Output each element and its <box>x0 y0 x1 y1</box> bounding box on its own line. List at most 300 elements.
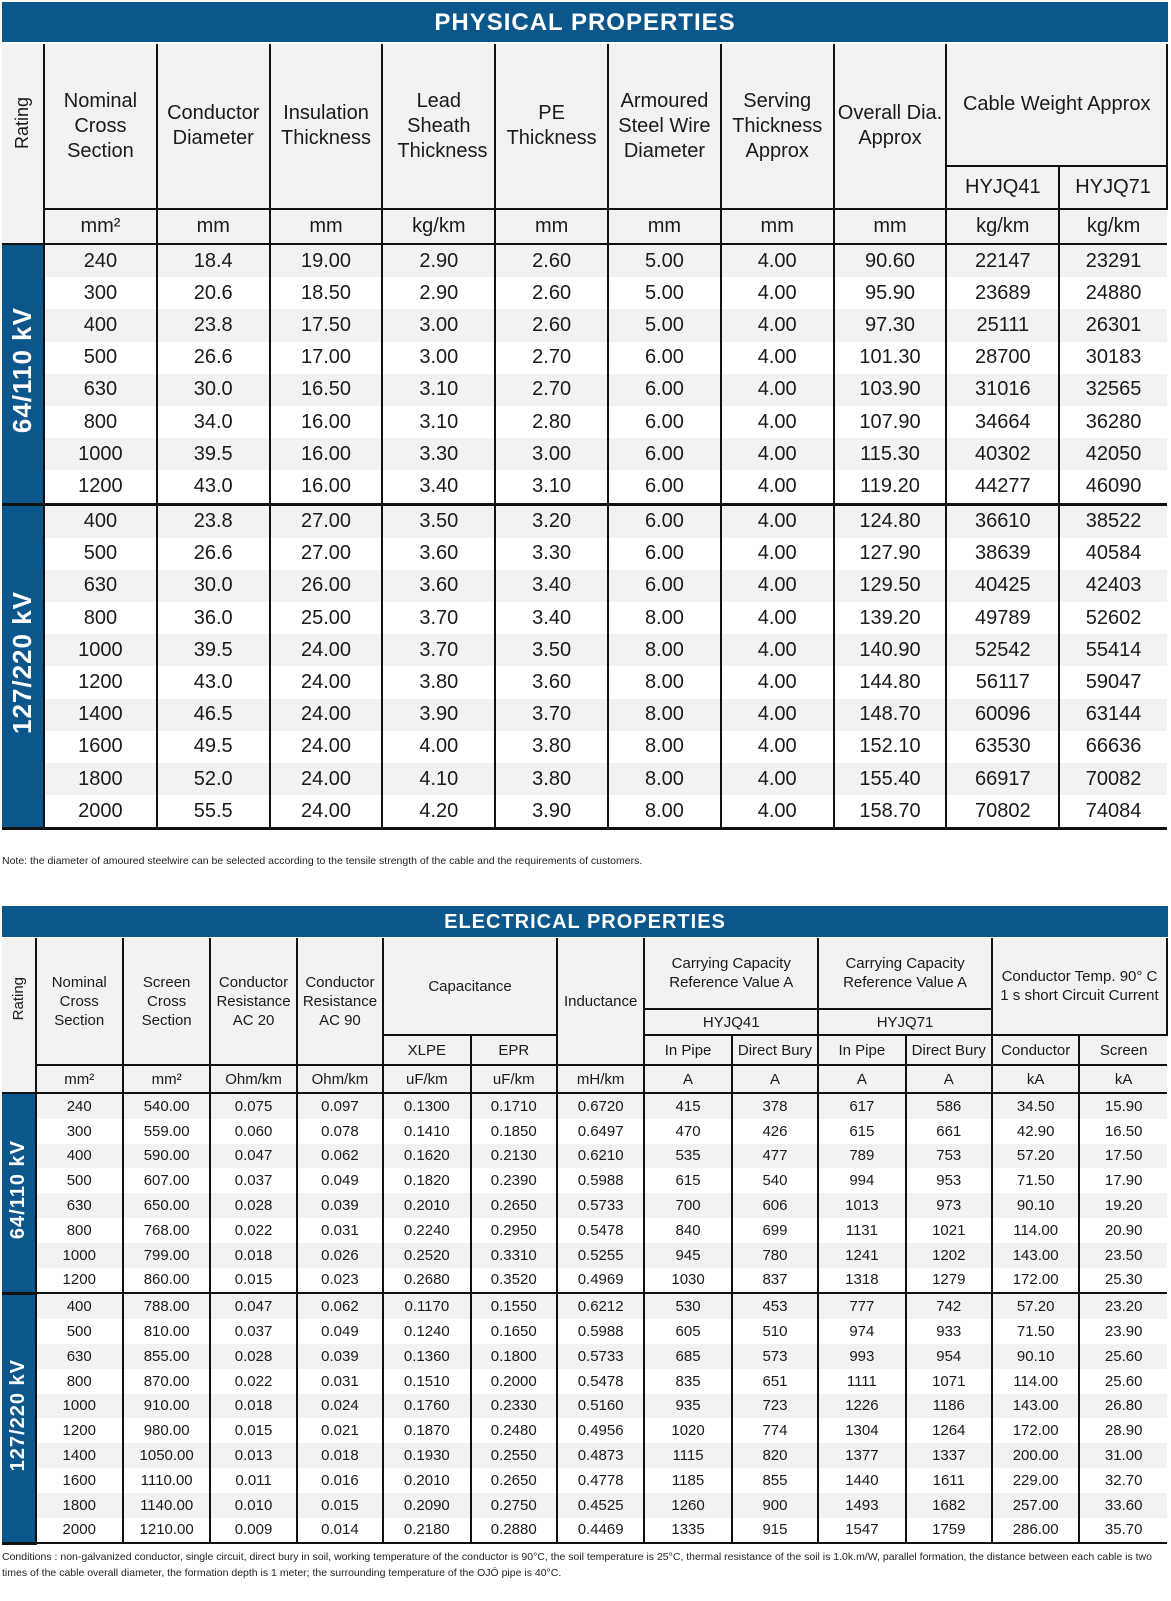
table-cell: 840 <box>644 1218 731 1243</box>
table-cell: 24.00 <box>270 699 383 731</box>
table-cell: 945 <box>644 1243 731 1268</box>
table-cell: 400 <box>36 1293 123 1319</box>
table-cell: 26.80 <box>1079 1394 1167 1419</box>
table-cell: 148.70 <box>834 699 947 731</box>
table-cell: 26.6 <box>157 342 270 374</box>
rating-header <box>2 44 44 209</box>
unit: uF/km <box>383 1065 470 1093</box>
table-cell: 0.023 <box>297 1268 383 1294</box>
table-cell: 44277 <box>946 470 1059 504</box>
unit: A <box>732 1065 818 1093</box>
table-cell: 0.018 <box>210 1394 296 1419</box>
col-screen: Screen <box>1079 1035 1167 1065</box>
electrical-properties-table <box>2 938 1168 1545</box>
table-cell: 0.1870 <box>383 1418 470 1443</box>
table-cell: 6.00 <box>608 374 721 406</box>
unit: kg/km <box>382 209 495 244</box>
table-cell: 630 <box>36 1344 123 1369</box>
table-cell: 0.1300 <box>383 1093 470 1119</box>
table-cell: 4.00 <box>721 731 834 763</box>
table-cell: 0.016 <box>297 1468 383 1493</box>
table-cell: 3.30 <box>382 438 495 470</box>
col-in-pipe-41: In Pipe <box>644 1035 731 1065</box>
table-cell: 0.047 <box>210 1144 296 1169</box>
rating-value: 127/220 kV <box>7 591 38 735</box>
unit: mH/km <box>557 1065 644 1093</box>
table-cell: 23.8 <box>157 309 270 341</box>
table-row <box>2 1518 1167 1544</box>
table-cell: 573 <box>732 1344 818 1369</box>
table-cell: 101.30 <box>834 342 947 374</box>
table-cell: 4.00 <box>721 342 834 374</box>
table-row <box>2 795 1167 829</box>
table-cell: 3.50 <box>382 504 495 538</box>
col-epr: EPR <box>471 1035 557 1065</box>
table-cell: 107.90 <box>834 406 947 438</box>
table-cell: 1800 <box>44 763 157 795</box>
table-cell: 2.70 <box>495 342 608 374</box>
table-cell: 540 <box>732 1168 818 1193</box>
table-cell: 0.1850 <box>471 1119 557 1144</box>
table-cell: 1400 <box>36 1443 123 1468</box>
table-cell: 1600 <box>44 731 157 763</box>
table-cell: 0.1360 <box>383 1344 470 1369</box>
table-row <box>2 277 1167 309</box>
unit: kA <box>992 1065 1079 1093</box>
table-cell: 0.5733 <box>557 1344 644 1369</box>
table-cell: 28700 <box>946 342 1059 374</box>
unit: Ohm/km <box>297 1065 383 1093</box>
table-cell: 453 <box>732 1293 818 1319</box>
table-cell: 8.00 <box>608 795 721 829</box>
table-cell: 6.00 <box>608 504 721 538</box>
table-cell: 0.2330 <box>471 1394 557 1419</box>
table-cell: 4.00 <box>721 504 834 538</box>
table-cell: 3.70 <box>495 699 608 731</box>
table-cell: 16.00 <box>270 470 383 504</box>
table-cell: 17.50 <box>1079 1144 1167 1169</box>
table-cell: 0.021 <box>297 1418 383 1443</box>
col-carrying-capacity-2: Carrying Capacity Reference Value A <box>818 938 992 1009</box>
table-cell: 2.70 <box>495 374 608 406</box>
table-cell: 3.10 <box>495 470 608 504</box>
table-cell: 2.80 <box>495 406 608 438</box>
table-cell: 1611 <box>906 1468 992 1493</box>
col-insulation-thickness: Insulation Thickness <box>270 44 383 209</box>
table-cell: 172.00 <box>992 1268 1079 1294</box>
table-cell: 103.90 <box>834 374 947 406</box>
unit: A <box>906 1065 992 1093</box>
table-cell: 630 <box>44 374 157 406</box>
unit: Ohm/km <box>210 1065 296 1093</box>
table-cell: 400 <box>44 504 157 538</box>
table-cell: 36610 <box>946 504 1059 538</box>
table-cell: 23.90 <box>1079 1319 1167 1344</box>
table-cell: 25.30 <box>1079 1268 1167 1294</box>
table-cell: 0.028 <box>210 1344 296 1369</box>
table-cell: 1140.00 <box>123 1493 210 1518</box>
table-cell: 0.4956 <box>557 1418 644 1443</box>
col-hyjq71: HYJQ71 <box>818 1009 992 1035</box>
table-cell: 470 <box>644 1119 731 1144</box>
table-cell: 1186 <box>906 1394 992 1419</box>
table-cell: 3.30 <box>495 538 608 570</box>
table-cell: 1200 <box>44 470 157 504</box>
unit: kA <box>1079 1065 1167 1093</box>
col-conductor: Conductor <box>992 1035 1079 1065</box>
table-cell: 3.90 <box>382 699 495 731</box>
table-cell: 0.4525 <box>557 1493 644 1518</box>
table-cell: 0.5478 <box>557 1369 644 1394</box>
table-cell: 3.10 <box>382 406 495 438</box>
table-cell: 49.5 <box>157 731 270 763</box>
table-cell: 500 <box>36 1168 123 1193</box>
table-cell: 0.013 <box>210 1443 296 1468</box>
table-cell: 6.00 <box>608 538 721 570</box>
table-cell: 16.00 <box>270 438 383 470</box>
table-cell: 257.00 <box>992 1493 1079 1518</box>
table-cell: 25.00 <box>270 602 383 634</box>
table-cell: 6.00 <box>608 406 721 438</box>
table-cell: 4.00 <box>721 570 834 602</box>
table-cell: 3.00 <box>382 309 495 341</box>
table-cell: 953 <box>906 1168 992 1193</box>
table-cell: 17.50 <box>270 309 383 341</box>
table-cell: 4.00 <box>721 666 834 698</box>
table-cell: 1200 <box>36 1418 123 1443</box>
unit: mm <box>834 209 947 244</box>
table-cell: 0.2950 <box>471 1218 557 1243</box>
table-cell: 30.0 <box>157 570 270 602</box>
table-cell: 36280 <box>1059 406 1167 438</box>
table-cell: 685 <box>644 1344 731 1369</box>
table-cell: 837 <box>732 1268 818 1294</box>
table-cell: 4.00 <box>721 244 834 277</box>
table-cell: 4.00 <box>721 538 834 570</box>
table-cell: 1200 <box>36 1268 123 1294</box>
table-cell: 1377 <box>818 1443 905 1468</box>
table-cell: 1030 <box>644 1268 731 1294</box>
table-cell: 3.70 <box>382 602 495 634</box>
col-hyjq71: HYJQ71 <box>1059 166 1167 209</box>
table-cell: 0.015 <box>210 1418 296 1443</box>
table-cell: 1260 <box>644 1493 731 1518</box>
table-cell: 24880 <box>1059 277 1167 309</box>
table-cell: 2.90 <box>382 277 495 309</box>
table-cell: 1279 <box>906 1268 992 1294</box>
table-cell: 500 <box>36 1319 123 1344</box>
table-cell: 24.00 <box>270 731 383 763</box>
table-cell: 0.024 <box>297 1394 383 1419</box>
table-cell: 22147 <box>946 244 1059 277</box>
col-xlpe: XLPE <box>383 1035 470 1065</box>
table-cell: 2.60 <box>495 244 608 277</box>
rating-label: Rating <box>12 96 33 150</box>
table-cell: 74084 <box>1059 795 1167 829</box>
table-cell: 1241 <box>818 1243 905 1268</box>
table-cell: 559.00 <box>123 1119 210 1144</box>
table-cell: 1071 <box>906 1369 992 1394</box>
table-cell: 994 <box>818 1168 905 1193</box>
table-cell: 500 <box>44 538 157 570</box>
table-cell: 32.70 <box>1079 1468 1167 1493</box>
col-lead-sheath-thickness: Lead Sheath Thickness <box>382 44 495 209</box>
table-cell: 59047 <box>1059 666 1167 698</box>
table-cell: 477 <box>732 1144 818 1169</box>
table-cell: 42403 <box>1059 570 1167 602</box>
table-cell: 820 <box>732 1443 818 1468</box>
table-cell: 6.00 <box>608 438 721 470</box>
table-cell: 0.6720 <box>557 1093 644 1119</box>
table-row <box>2 406 1167 438</box>
table-cell: 0.2180 <box>383 1518 470 1544</box>
table-cell: 55.5 <box>157 795 270 829</box>
table-cell: 0.2390 <box>471 1168 557 1193</box>
unit: mm² <box>123 1065 210 1093</box>
table-cell: 0.3520 <box>471 1268 557 1294</box>
table-cell: 8.00 <box>608 731 721 763</box>
table-cell: 933 <box>906 1319 992 1344</box>
table-cell: 4.00 <box>721 763 834 795</box>
table-cell: 24.00 <box>270 666 383 698</box>
table-row <box>2 438 1167 470</box>
table-cell: 0.026 <box>297 1243 383 1268</box>
table-cell: 0.5160 <box>557 1394 644 1419</box>
table-cell: 6.00 <box>608 470 721 504</box>
col-short-circuit <box>992 938 1167 1035</box>
table-cell: 661 <box>906 1119 992 1144</box>
col-conductor-diameter: Conductor Diameter <box>157 44 270 209</box>
table-cell: 1493 <box>818 1493 905 1518</box>
table-cell: 0.049 <box>297 1319 383 1344</box>
table-cell: 780 <box>732 1243 818 1268</box>
col-hyjq41: HYJQ41 <box>946 166 1059 209</box>
table-cell: 95.90 <box>834 277 947 309</box>
table-cell: 19.20 <box>1079 1193 1167 1218</box>
table-cell: 31.00 <box>1079 1443 1167 1468</box>
table-cell: 1131 <box>818 1218 905 1243</box>
table-cell: 4.00 <box>721 309 834 341</box>
table-cell: 200.00 <box>992 1443 1079 1468</box>
table-cell: 115.30 <box>834 438 947 470</box>
table-cell: 1000 <box>36 1243 123 1268</box>
unit: A <box>818 1065 905 1093</box>
table-cell: 0.010 <box>210 1493 296 1518</box>
table-cell: 0.6210 <box>557 1144 644 1169</box>
table-cell: 789 <box>818 1144 905 1169</box>
table-cell: 1264 <box>906 1418 992 1443</box>
table-cell: 25111 <box>946 309 1059 341</box>
table-cell: 8.00 <box>608 666 721 698</box>
table-cell: 66636 <box>1059 731 1167 763</box>
table-row <box>2 244 1167 277</box>
table-cell: 34.0 <box>157 406 270 438</box>
table-cell: 143.00 <box>992 1243 1079 1268</box>
table-cell: 2.60 <box>495 277 608 309</box>
table-cell: 3.70 <box>382 634 495 666</box>
table-cell: 90.10 <box>992 1193 1079 1218</box>
table-cell: 800 <box>44 602 157 634</box>
table-cell: 4.00 <box>721 699 834 731</box>
table-cell: 0.075 <box>210 1093 296 1119</box>
table-cell: 32565 <box>1059 374 1167 406</box>
rating-group-label <box>2 504 44 829</box>
table-cell: 49789 <box>946 602 1059 634</box>
rating-value: 64/110 kV <box>6 1140 29 1240</box>
table-cell: 768.00 <box>123 1218 210 1243</box>
table-cell: 993 <box>818 1344 905 1369</box>
table-cell: 16.00 <box>270 406 383 438</box>
table-row <box>2 374 1167 406</box>
table-cell: 0.018 <box>210 1243 296 1268</box>
table-cell: 20.6 <box>157 277 270 309</box>
table-cell: 114.00 <box>992 1218 1079 1243</box>
table-cell: 23291 <box>1059 244 1167 277</box>
table-cell: 0.1510 <box>383 1369 470 1394</box>
table-cell: 3.90 <box>495 795 608 829</box>
table-row <box>2 1319 1167 1344</box>
table-cell: 8.00 <box>608 699 721 731</box>
table-cell: 0.2240 <box>383 1218 470 1243</box>
unit: mm <box>608 209 721 244</box>
rating-group-label <box>2 244 44 504</box>
short-circuit-line1: Conductor Temp. 90° C <box>1001 968 1158 985</box>
table-cell: 28.90 <box>1079 1418 1167 1443</box>
table-cell: 0.062 <box>297 1293 383 1319</box>
table-cell: 400 <box>36 1144 123 1169</box>
table-cell: 5.00 <box>608 309 721 341</box>
table-row <box>2 1144 1167 1169</box>
rating-value: 64/110 kV <box>7 307 38 434</box>
unit: mm <box>495 209 608 244</box>
table-cell: 0.1650 <box>471 1319 557 1344</box>
table-cell: 36.0 <box>157 602 270 634</box>
table-cell: 42050 <box>1059 438 1167 470</box>
table-cell: 42.90 <box>992 1119 1079 1144</box>
table-cell: 139.20 <box>834 602 947 634</box>
table-cell: 18.4 <box>157 244 270 277</box>
table-cell: 753 <box>906 1144 992 1169</box>
table-cell: 4.00 <box>721 438 834 470</box>
table-cell: 1226 <box>818 1394 905 1419</box>
rating-label: Rating <box>9 977 27 1021</box>
table-cell: 617 <box>818 1093 905 1119</box>
table-row <box>2 699 1167 731</box>
table-cell: 1202 <box>906 1243 992 1268</box>
table-row <box>2 1218 1167 1243</box>
table-cell: 0.037 <box>210 1168 296 1193</box>
short-circuit-line2: 1 s short Circuit Current <box>1000 987 1159 1004</box>
table-cell: 0.4873 <box>557 1443 644 1468</box>
table-cell: 0.031 <box>297 1218 383 1243</box>
physical-properties-table <box>2 44 1168 830</box>
table-cell: 1111 <box>818 1369 905 1394</box>
table-cell: 0.5255 <box>557 1243 644 1268</box>
table-cell: 3.10 <box>382 374 495 406</box>
table-cell: 8.00 <box>608 602 721 634</box>
table-row <box>2 1243 1167 1268</box>
table-cell: 0.015 <box>210 1268 296 1294</box>
table-cell: 1050.00 <box>123 1443 210 1468</box>
table-row <box>2 1119 1167 1144</box>
table-cell: 1000 <box>44 438 157 470</box>
col-nominal-cross-section: Nominal Cross Section <box>44 44 157 209</box>
table-cell: 788.00 <box>123 1293 210 1319</box>
table-cell: 855.00 <box>123 1344 210 1369</box>
table-cell: 4.00 <box>721 277 834 309</box>
table-cell: 16.50 <box>1079 1119 1167 1144</box>
table-cell: 0.1760 <box>383 1394 470 1419</box>
table-cell: 0.2090 <box>383 1493 470 1518</box>
table-cell: 27.00 <box>270 538 383 570</box>
table-cell: 70082 <box>1059 763 1167 795</box>
table-cell: 39.5 <box>157 634 270 666</box>
table-row <box>2 1293 1167 1319</box>
table-cell: 3.50 <box>495 634 608 666</box>
table-cell: 540.00 <box>123 1093 210 1119</box>
table-cell: 38522 <box>1059 504 1167 538</box>
rating-value: 127/220 kV <box>6 1359 29 1472</box>
col-overall-diameter: Overall Dia. Approx <box>834 44 947 209</box>
table-cell: 4.00 <box>721 602 834 634</box>
table-cell: 1200 <box>44 666 157 698</box>
col-hyjq41: HYJQ41 <box>644 1009 818 1035</box>
table-cell: 240 <box>44 244 157 277</box>
table-cell: 1335 <box>644 1518 731 1544</box>
table-cell: 0.2750 <box>471 1493 557 1518</box>
table-cell: 0.2650 <box>471 1468 557 1493</box>
table-cell: 0.2550 <box>471 1443 557 1468</box>
table-cell: 699 <box>732 1218 818 1243</box>
table-cell: 1600 <box>36 1468 123 1493</box>
table-cell: 500 <box>44 342 157 374</box>
table-cell: 1000 <box>44 634 157 666</box>
unit: mm² <box>44 209 157 244</box>
col-serving-thickness: Serving Thickness Approx <box>721 44 834 209</box>
table-cell: 0.1800 <box>471 1344 557 1369</box>
table-cell: 954 <box>906 1344 992 1369</box>
table-cell: 777 <box>818 1293 905 1319</box>
unit: mm² <box>36 1065 123 1093</box>
table-cell: 0.1620 <box>383 1144 470 1169</box>
table-cell: 90.60 <box>834 244 947 277</box>
table-cell: 4.00 <box>721 406 834 438</box>
table-cell: 607.00 <box>123 1168 210 1193</box>
table-cell: 1547 <box>818 1518 905 1544</box>
table-cell: 43.0 <box>157 666 270 698</box>
table-cell: 1210.00 <box>123 1518 210 1544</box>
unit: A <box>644 1065 731 1093</box>
col-screen-cross-section: Screen Cross Section <box>123 938 210 1065</box>
table-row <box>2 1418 1167 1443</box>
table-cell: 71.50 <box>992 1319 1079 1344</box>
table-cell: 35.70 <box>1079 1518 1167 1544</box>
unit: kg/km <box>1059 209 1167 244</box>
units-row <box>2 209 1167 244</box>
table-cell: 400 <box>44 309 157 341</box>
table-cell: 0.2010 <box>383 1468 470 1493</box>
electrical-properties-title: ELECTRICAL PROPERTIES <box>2 906 1168 937</box>
table-row <box>2 538 1167 570</box>
table-cell: 24.00 <box>270 634 383 666</box>
table-cell: 3.20 <box>495 504 608 538</box>
unit: mm <box>157 209 270 244</box>
table-cell: 0.2520 <box>383 1243 470 1268</box>
table-cell: 0.2680 <box>383 1268 470 1294</box>
table-cell: 19.00 <box>270 244 383 277</box>
table-cell: 0.1170 <box>383 1293 470 1319</box>
table-cell: 0.2650 <box>471 1193 557 1218</box>
